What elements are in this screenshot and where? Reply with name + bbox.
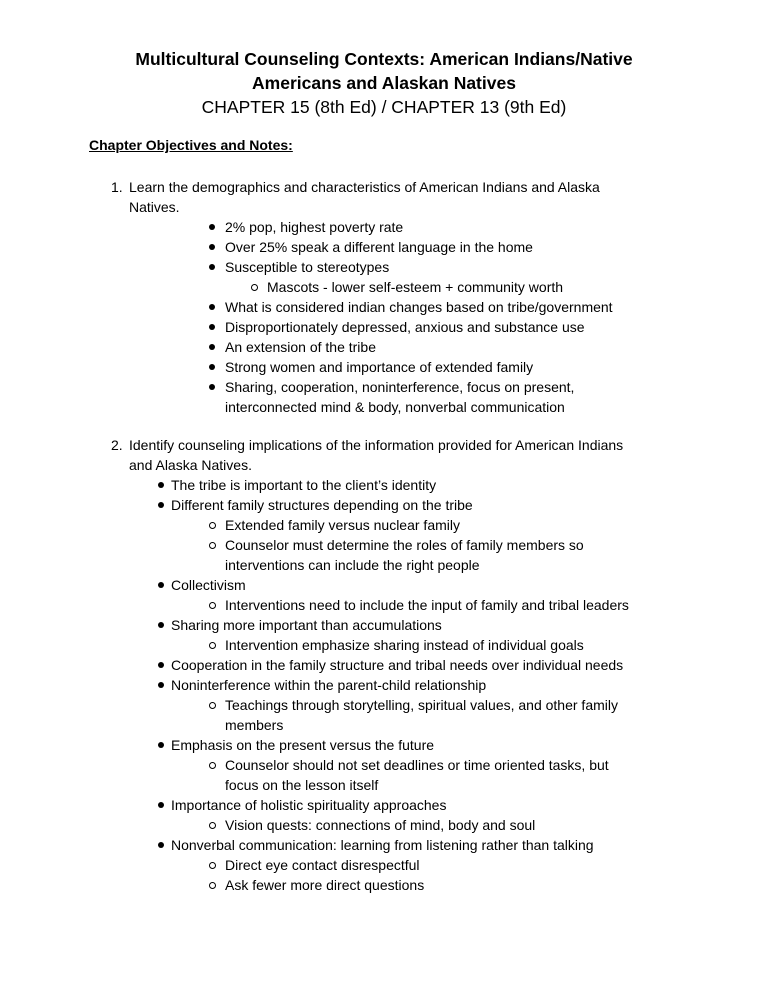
sub-bullet-text: Intervention emphasize sharing instead of individual goals <box>225 637 584 653</box>
disc-bullet-icon <box>209 304 215 310</box>
objective-1-text-line <box>89 177 679 197</box>
disc-bullet-icon <box>158 582 164 588</box>
disc-bullet-icon <box>209 364 215 370</box>
circle-bullet-icon <box>209 862 216 869</box>
bullet-item <box>89 475 679 495</box>
sub-bullet-item <box>89 815 679 835</box>
sub-bullet-continuation-line <box>89 775 679 795</box>
sub-bullet-text: Teachings through storytelling, spiritual values, and other family <box>225 697 618 713</box>
bullet-item <box>89 795 679 815</box>
bullet-text: The tribe is important to the client’s identity <box>171 477 437 493</box>
bullet-text: Cooperation in the family structure and tribal needs over individual needs <box>171 657 624 673</box>
bullet-text: Sharing, cooperation, noninterference, focus on present, <box>225 379 575 395</box>
disc-bullet-icon <box>158 622 164 628</box>
circle-bullet-icon <box>209 602 216 609</box>
bullet-text: Different family structures depending on the tribe <box>171 497 473 513</box>
sub-bullet-text: Direct eye contact disrespectful <box>225 857 420 873</box>
document-title-line-1: Multicultural Counseling Contexts: American Indians/Native <box>135 49 633 69</box>
circle-bullet-icon <box>209 542 216 549</box>
bullet-text: An extension of the tribe <box>225 339 376 355</box>
disc-bullet-icon <box>158 742 164 748</box>
sub-bullet-item <box>89 535 679 555</box>
objective-1-text: Learn the demographics and characteristics of American Indians and Alaska <box>129 179 600 195</box>
sub-bullet-text: Mascots - lower self-esteem + community worth <box>267 279 564 295</box>
disc-bullet-icon <box>158 802 164 808</box>
sub-bullet-item <box>89 635 679 655</box>
bullet-text: Susceptible to stereotypes <box>225 259 390 275</box>
sub-bullet-text: Extended family versus nuclear family <box>225 517 460 533</box>
bullet-item <box>89 575 679 595</box>
bullet-text-cont: interconnected mind & body, nonverbal communication <box>225 399 565 415</box>
bullet-text: Disproportionately depressed, anxious and substance use <box>225 319 585 335</box>
sub-bullet-text: Ask fewer more direct questions <box>225 877 425 893</box>
bullet-item <box>89 495 679 515</box>
sub-bullet-text: Vision quests: connections of mind, body and soul <box>225 817 536 833</box>
disc-bullet-icon <box>158 842 164 848</box>
sub-bullet-text-cont: interventions can include the right people <box>225 557 480 573</box>
circle-bullet-icon <box>251 284 258 291</box>
objective-2-text-line <box>89 455 679 475</box>
bullet-item <box>89 357 679 377</box>
sub-bullet-item <box>89 595 679 615</box>
bullet-text: Sharing more important than accumulations <box>171 617 442 633</box>
circle-bullet-icon <box>209 882 216 889</box>
sub-bullet-text: Counselor should not set deadlines or time oriented tasks, but <box>225 757 609 773</box>
objective-1-number: 1. <box>111 179 123 195</box>
circle-bullet-icon <box>209 642 216 649</box>
disc-bullet-icon <box>209 264 215 270</box>
bullet-text: Emphasis on the present versus the future <box>171 737 435 753</box>
disc-bullet-icon <box>158 662 164 668</box>
bullet-text: Over 25% speak a different language in the home <box>225 239 533 255</box>
objective-1-text-cont: Natives. <box>129 199 180 215</box>
objective-1-text-line <box>89 197 679 217</box>
disc-bullet-icon <box>209 344 215 350</box>
bullet-continuation-line <box>89 397 679 417</box>
sub-bullet-continuation-line <box>89 715 679 735</box>
bullet-item <box>89 835 679 855</box>
sub-bullet-item <box>89 277 679 297</box>
bullet-item <box>89 217 679 237</box>
objective-item-1 <box>89 177 679 417</box>
sub-bullet-text-cont: members <box>225 717 284 733</box>
disc-bullet-icon <box>209 324 215 330</box>
bullet-item <box>89 655 679 675</box>
bullet-text: Importance of holistic spirituality approaches <box>171 797 447 813</box>
bullet-item <box>89 237 679 257</box>
section-heading: Chapter Objectives and Notes: <box>89 137 293 153</box>
bullet-text: Strong women and importance of extended family <box>225 359 534 375</box>
bullet-text: What is considered indian changes based on tribe/government <box>225 299 613 315</box>
sub-bullet-item <box>89 855 679 875</box>
bullet-item <box>89 377 679 397</box>
bullet-text: Collectivism <box>171 577 246 593</box>
sub-bullet-item <box>89 695 679 715</box>
circle-bullet-icon <box>209 762 216 769</box>
bullet-item <box>89 337 679 357</box>
sub-bullet-continuation-line <box>89 555 679 575</box>
circle-bullet-icon <box>209 702 216 709</box>
bullet-item <box>89 317 679 337</box>
bullet-text: Nonverbal communication: learning from listening rather than talking <box>171 837 594 853</box>
objectives-list <box>89 177 679 895</box>
objective-2-number: 2. <box>111 437 123 453</box>
sub-bullet-item <box>89 755 679 775</box>
document-subtitle: CHAPTER 15 (8th Ed) / CHAPTER 13 (9th Ed) <box>201 97 567 117</box>
bullet-item <box>89 615 679 635</box>
sub-bullet-item <box>89 875 679 895</box>
document-title-line-2: Americans and Alaskan Natives <box>252 73 516 93</box>
bullet-item <box>89 257 679 277</box>
disc-bullet-icon <box>209 384 215 390</box>
bullet-item <box>89 735 679 755</box>
sub-bullet-item <box>89 515 679 535</box>
disc-bullet-icon <box>209 224 215 230</box>
disc-bullet-icon <box>158 482 164 488</box>
sub-bullet-text-cont: focus on the lesson itself <box>225 777 379 793</box>
objective-2-text-cont: and Alaska Natives. <box>129 457 252 473</box>
bullet-text: 2% pop, highest poverty rate <box>225 219 404 235</box>
circle-bullet-icon <box>209 522 216 529</box>
disc-bullet-icon <box>209 244 215 250</box>
disc-bullet-icon <box>158 682 164 688</box>
disc-bullet-icon <box>158 502 164 508</box>
objective-item-2 <box>89 435 679 895</box>
objective-2-text: Identify counseling implications of the information provided for American Indians <box>129 437 624 453</box>
objective-2-text-line <box>89 435 679 455</box>
sub-bullet-text: Counselor must determine the roles of family members so <box>225 537 584 553</box>
bullet-item <box>89 297 679 317</box>
sub-bullet-text: Interventions need to include the input of family and tribal leaders <box>225 597 629 613</box>
bullet-item <box>89 675 679 695</box>
bullet-text: Noninterference within the parent-child relationship <box>171 677 487 693</box>
circle-bullet-icon <box>209 822 216 829</box>
